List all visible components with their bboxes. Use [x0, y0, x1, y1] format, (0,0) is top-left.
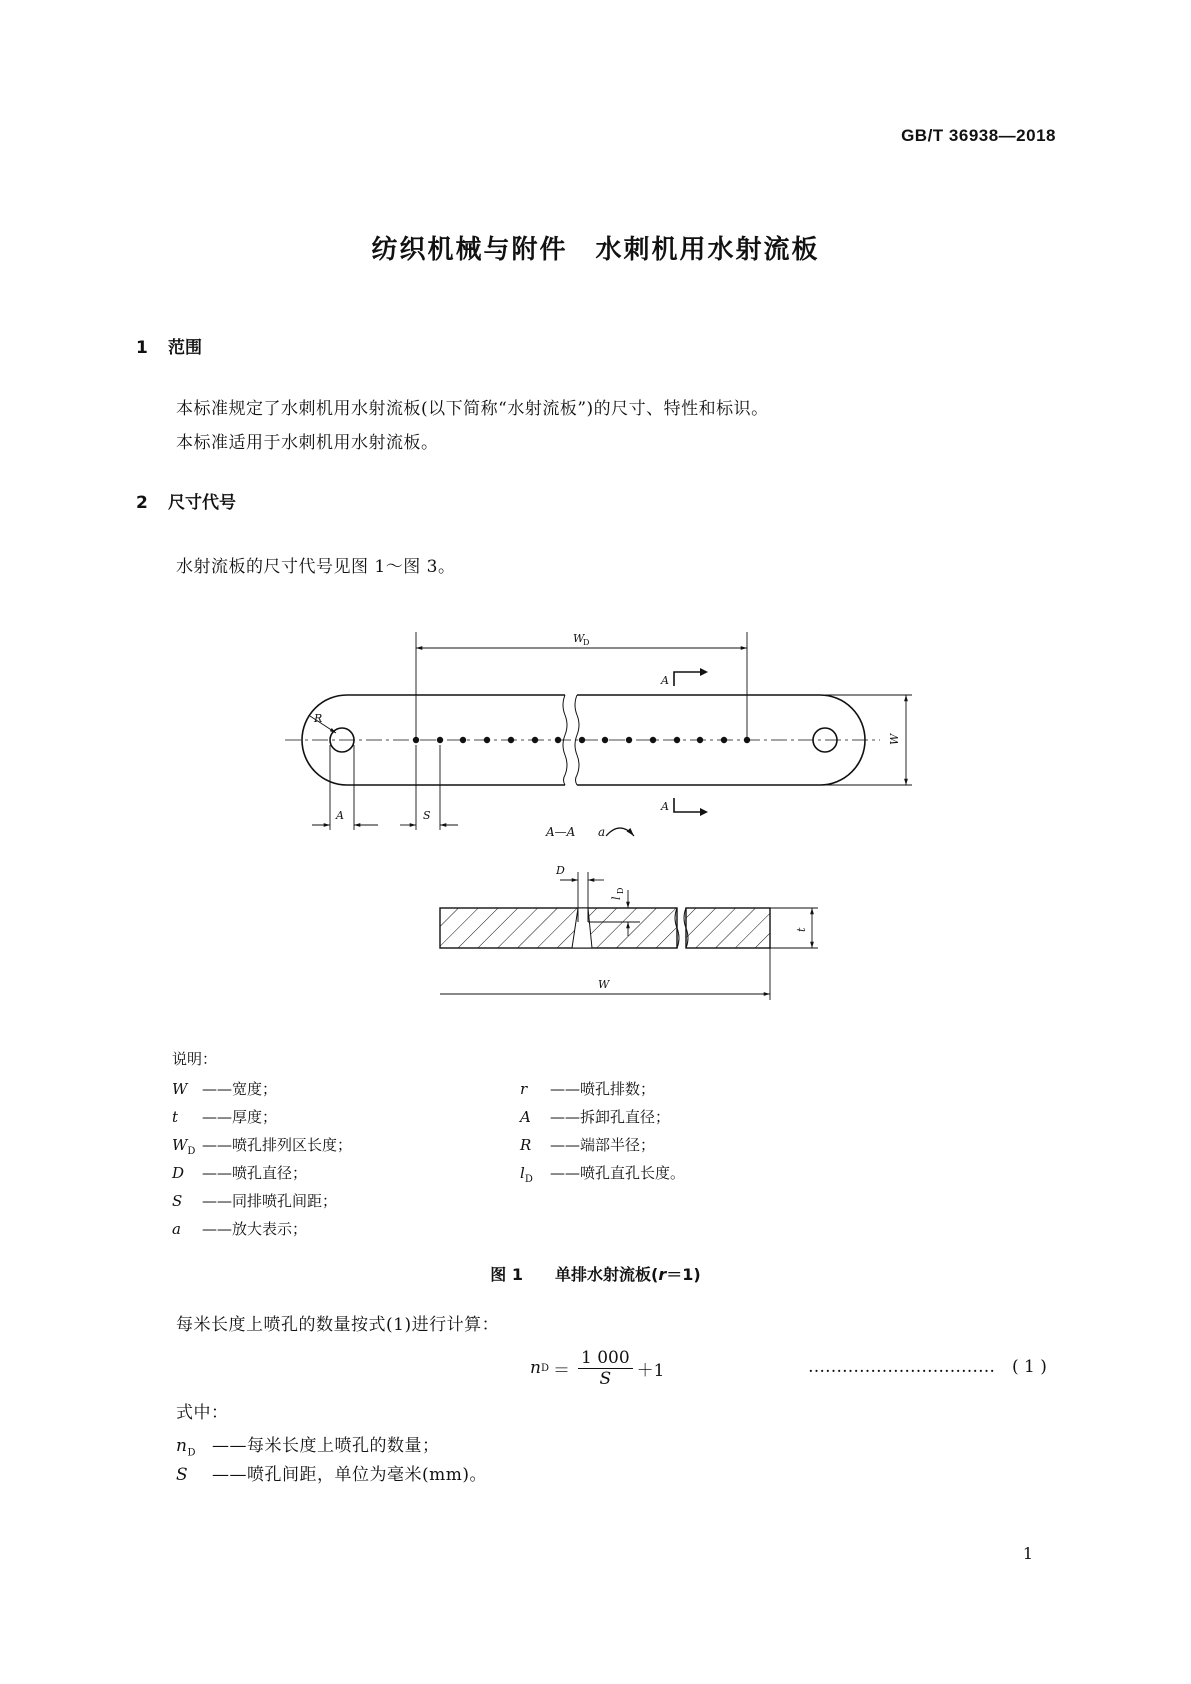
- legend-symbol: S: [172, 1192, 183, 1210]
- label-s: S: [423, 809, 431, 822]
- nozzle-hole: [460, 737, 466, 743]
- legend-symbol: t: [172, 1108, 179, 1126]
- formula-plus: ＋1: [636, 1360, 665, 1381]
- label-ld: l: [610, 896, 623, 900]
- label-ld-sub: D: [616, 887, 625, 894]
- legend-desc: ——宽度；: [202, 1080, 278, 1098]
- section-right-part: [686, 908, 770, 948]
- detail-arrow: [606, 828, 634, 836]
- legend-desc: ——端部半径；: [550, 1136, 656, 1154]
- nozzle-hole: [650, 737, 656, 743]
- nozzle-hole: [508, 737, 514, 743]
- label-r: R: [314, 712, 323, 725]
- legend-desc: ——喷孔排数；: [550, 1080, 656, 1098]
- section-2-paragraph-1: 水射流板的尺寸代号见图 1～图 3。: [176, 557, 456, 577]
- calc-intro: 每米长度上喷孔的数量按式(1)进行计算：: [176, 1315, 500, 1335]
- nozzle-hole: [721, 737, 727, 743]
- label-wd-sub: D: [583, 638, 590, 647]
- section-number: 2: [136, 493, 148, 513]
- legend-item: [172, 1190, 337, 1213]
- formula-numerator: 1 000: [578, 1348, 633, 1369]
- dimension-a: [312, 745, 378, 830]
- legend-item: [520, 1106, 670, 1129]
- figure-caption-text: 单排水射流板(: [555, 1265, 659, 1284]
- legend-symbol: W: [172, 1080, 188, 1098]
- dimension-t: [770, 908, 818, 948]
- formula-lhs: n: [530, 1358, 541, 1378]
- legend-desc: ——喷孔直孔长度。: [550, 1164, 686, 1182]
- section-left-part: [440, 908, 677, 948]
- formula-denominator: S: [599, 1368, 612, 1389]
- nozzle-hole: [532, 737, 538, 743]
- legend-desc: ——喷孔直径；: [202, 1164, 308, 1182]
- legend-symbol: $W_D$: [172, 1136, 196, 1157]
- label-section-title: A—A: [546, 825, 576, 839]
- figure-caption: [0, 1262, 1191, 1285]
- nozzle-holes: [413, 737, 750, 743]
- nozzle-hole: [579, 737, 585, 743]
- legend-desc: ——拆卸孔直径；: [550, 1108, 671, 1126]
- label-wd: W: [573, 632, 585, 645]
- legend-desc: ——厚度；: [202, 1108, 278, 1126]
- section-title: 尺寸代号: [168, 493, 236, 513]
- cross-section: [440, 908, 770, 948]
- formula-fraction: [578, 1348, 633, 1389]
- label-section-bottom: A: [661, 800, 669, 813]
- nozzle-hole: [674, 737, 680, 743]
- legend-item: [172, 1218, 307, 1241]
- document-title: 纺织机械与附件 水刺机用水射流板: [371, 235, 820, 265]
- section-arrow-bottom: [700, 808, 708, 816]
- section-marker-top: [674, 672, 700, 686]
- formula-dots: ……………………………: [808, 1357, 995, 1377]
- formula-lhs-sub: D: [540, 1362, 549, 1374]
- legend-symbol: $l_D$: [520, 1164, 533, 1185]
- figure-number: 图 1: [490, 1265, 524, 1284]
- figure-caption-var: r: [658, 1265, 667, 1284]
- legend-item: [520, 1078, 655, 1101]
- legend-symbol: R: [520, 1136, 532, 1154]
- legend-symbol: D: [172, 1164, 185, 1182]
- where-item: [176, 1431, 440, 1458]
- label-w-bottom: W: [598, 978, 610, 991]
- nozzle-hole: [602, 737, 608, 743]
- section-1-paragraph-2: 本标准适用于水刺机用水射流板。: [176, 433, 439, 453]
- label-section-top: A: [661, 674, 669, 687]
- dimension-w-bottom: [440, 948, 770, 1000]
- label-w-vertical: W: [888, 733, 901, 745]
- legend-desc: ——喷孔排列区长度；: [202, 1136, 353, 1154]
- formula-number: ( 1 ): [1012, 1357, 1047, 1377]
- nozzle-hole: [697, 737, 703, 743]
- nozzle-hole: [484, 737, 490, 743]
- legend-heading: 说明：: [172, 1050, 218, 1068]
- label-d: D: [556, 864, 565, 877]
- section-marker-bottom: [674, 798, 700, 812]
- nozzle-hole: [626, 737, 632, 743]
- section-1-paragraph-1: 本标准规定了水刺机用水射流板(以下简称“水射流板”)的尺寸、特性和标识。: [176, 399, 769, 419]
- dimension-d: [560, 872, 604, 908]
- where-symbol: $n_D$: [176, 1436, 196, 1459]
- legend-desc: ——同排喷孔间距；: [202, 1192, 338, 1210]
- legend-item: [172, 1078, 277, 1101]
- legend-symbol: A: [520, 1108, 531, 1126]
- section-number: 1: [136, 338, 148, 358]
- formula: [530, 1346, 664, 1390]
- where-item: [176, 1460, 487, 1487]
- legend-symbol: a: [172, 1220, 181, 1238]
- nozzle-hole: [437, 737, 443, 743]
- standard-code: GB/T 36938—2018: [901, 126, 1056, 145]
- where-symbol: S: [176, 1465, 189, 1485]
- nozzle-hole: [555, 737, 561, 743]
- where-label: 式中：: [176, 1403, 229, 1423]
- section-title: 范围: [168, 338, 202, 358]
- legend-item: [520, 1134, 655, 1157]
- label-detail: a: [598, 825, 606, 839]
- where-desc: ——每米长度上喷孔的数量；: [212, 1436, 440, 1456]
- figure-caption-text-end: ＝1): [666, 1265, 701, 1284]
- legend-symbol: r: [520, 1080, 528, 1098]
- legend-item: [172, 1134, 352, 1157]
- legend-item: [520, 1162, 685, 1185]
- page-number: 1: [1022, 1544, 1033, 1563]
- where-desc: ——喷孔间距，单位为毫米(mm)。: [212, 1465, 488, 1485]
- legend-desc: ——放大表示；: [202, 1220, 308, 1238]
- dimension-wd: [416, 632, 747, 740]
- section-arrow-top: [700, 668, 708, 676]
- legend-item: [172, 1162, 307, 1185]
- label-t: t: [795, 927, 808, 932]
- legend-item: [172, 1106, 277, 1129]
- label-a: A: [336, 809, 344, 822]
- formula-equals: ＝: [552, 1360, 570, 1381]
